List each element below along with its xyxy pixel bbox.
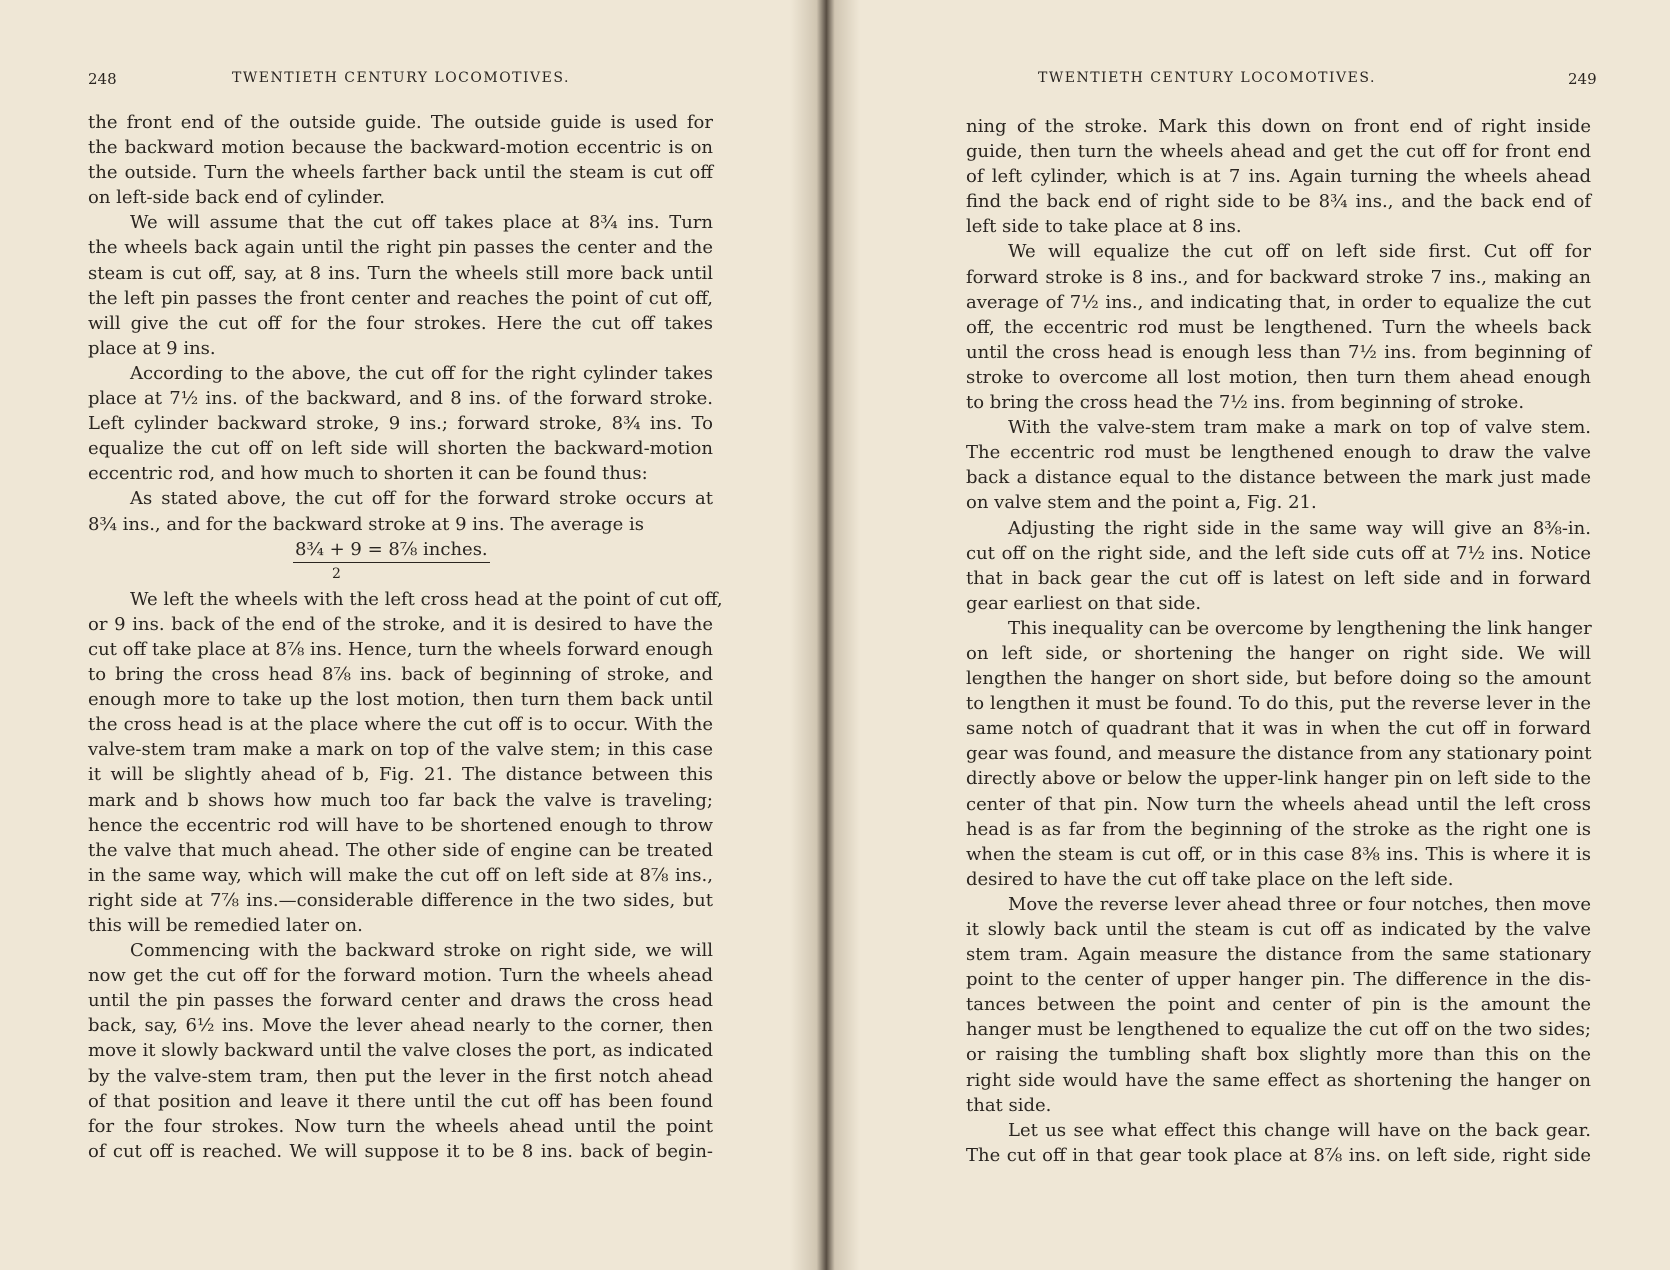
text-line: This inequality can be overcome by lengthening the link hanger (1008, 617, 1592, 639)
text-line: now get the cut off for the forward motion. Turn the wheels ahead (88, 965, 713, 987)
text-line: on valve stem and the point a, Fig. 21. (966, 492, 1317, 514)
text-line: will give the cut off for the four strokes. Here the cut off takes (88, 312, 713, 334)
text-line: back a distance equal to the distance between the mark just made (966, 467, 1591, 489)
text-line: tances between the point and center of pin is the amount the (966, 994, 1591, 1016)
text-line: valve-stem tram make a mark on top of the valve stem; in this case (88, 739, 713, 761)
text-line: of cut off is reached. We will suppose it to be 8 ins. back of begin- (88, 1140, 713, 1162)
text-line: head is as far from the beginning of the stroke as the right one is (966, 818, 1591, 840)
text-line: or 9 ins. back of the end of the stroke, and it is desired to have the (88, 613, 713, 635)
text-line: the cross head is at the place where the cut off is to occur. With the (88, 714, 713, 736)
text-line: forward stroke is 8 ins., and for backward stroke 7 ins., making an (966, 266, 1591, 288)
text-line: until the cross head is enough less than 7½ ins. from beginning of (966, 341, 1591, 363)
text-line: equalize the cut off on left side will shorten the backward-motion (88, 438, 713, 460)
text-line: the backward motion because the backward-motion eccentric is on (88, 137, 713, 159)
text-line: According to the above, the cut off for the right cylinder takes (130, 362, 713, 384)
text-line: for the four strokes. Now turn the wheels ahead until the point (88, 1115, 713, 1137)
text-line: Let us see what effect this change will have on the back gear. (1008, 1119, 1591, 1141)
text-line: gear was found, and measure the distance from any stationary point (966, 743, 1592, 765)
text-line: mark and b shows how much too far back the valve is traveling; (88, 789, 713, 811)
text-line: the front end of the outside guide. The outside guide is used for (88, 112, 713, 133)
text-line: Adjusting the right side in the same way will give an 8⅜-in. (1008, 517, 1591, 539)
text-line: the outside. Turn the wheels farther back until the steam is cut off (88, 162, 713, 184)
text-line: Left cylinder backward stroke, 9 ins.; forward stroke, 8¾ ins. To (88, 413, 713, 435)
text-line: or raising the tumbling shaft box slightly more than this on the (966, 1044, 1591, 1066)
text-line: that in back gear the cut off is latest on left side and in forward (966, 567, 1591, 589)
text-line: The cut off in that gear took place at 8⅞ ins. on left side, right side (966, 1144, 1591, 1166)
text-line: stem tram. Again measure the distance from the same stationary (966, 944, 1591, 966)
text-line: desired to have the cut off take place on the left side. (966, 868, 1454, 890)
text-line: when the steam is cut off, or in this case 8⅜ ins. This is where it is (966, 843, 1591, 865)
right-page-text (966, 114, 1591, 1168)
text-line: to bring the cross head 8⅞ ins. back of beginning of stroke, and (88, 664, 713, 686)
text-line: that side. (966, 1094, 1052, 1116)
left-page (0, 0, 833, 1270)
text-line: of left cylinder, which is at 7 ins. Again turning the wheels ahead (966, 166, 1591, 188)
text-line: the wheels back again until the right pin passes the center and the (88, 237, 713, 259)
text-line: on left side, or shortening the hanger on right side. We will (966, 642, 1591, 664)
text-line: right side at 7⅞ ins.—considerable difference in the two sides, but (88, 889, 713, 911)
formula-numerator: 8¾ + 9 = 8⅞ inches. (293, 539, 490, 563)
text-line: cut off on the right side, and the left side cuts off at 7½ ins. Notice (966, 542, 1591, 564)
text-line: on left-side back end of cylinder. (88, 187, 385, 209)
text-line: move it slowly backward until the valve closes the port, as indicated (88, 1040, 713, 1062)
text-line: enough more to take up the lost motion, then turn them back until (88, 689, 713, 711)
running-head: TWENTIETH CENTURY LOCOMOTIVES. (1038, 70, 1376, 86)
text-line: ning of the stroke. Mark this down on front end of right inside (966, 116, 1591, 137)
text-line: directly above or below the upper-link hanger pin on left side to the (966, 768, 1591, 790)
text-line: same notch of quadrant that it was in when the cut off in forward (966, 718, 1591, 740)
text-line: guide, then turn the wheels ahead and get the cut off for front end (966, 141, 1591, 163)
text-line: cut off take place at 8⅞ ins. Hence, turn the wheels forward enough (88, 638, 713, 660)
text-line: place at 9 ins. (88, 337, 216, 359)
text-line: in the same way, which will make the cut off on left side at 8⅞ ins., (88, 864, 713, 886)
text-line: Move the reverse lever ahead three or four notches, then move (1008, 893, 1591, 915)
text-line: to bring the cross head the 7½ ins. from beginning of stroke. (966, 392, 1525, 414)
text-line: point to the center of upper hanger pin. The difference in the dis- (966, 969, 1591, 991)
text-line: We will equalize the cut off on left side first. Cut off for (1008, 241, 1591, 263)
text-line: find the back end of right side to be 8¾ ins., and the back end of (966, 191, 1591, 213)
text-line: We left the wheels with the left cross head at the point of cut off, (130, 588, 723, 610)
text-line: We will assume that the cut off takes place at 8¾ ins. Turn (130, 212, 713, 234)
text-line: by the valve-stem tram, then put the lever in the first notch ahead (88, 1065, 713, 1087)
text-line: 8¾ ins., and for the backward stroke at 9 ins. The average is (88, 513, 645, 535)
formula-denominator: 2 (332, 565, 341, 582)
right-header (1568, 70, 1597, 88)
text-line: to lengthen it must be found. To do this, put the reverse lever in the (966, 693, 1591, 715)
text-line: gear earliest on that side. (966, 592, 1202, 614)
page-number: 249 (1568, 70, 1597, 88)
text-line: off, the eccentric rod must be lengthened. Turn the wheels back (966, 316, 1591, 338)
text-line: place at 7½ ins. of the backward, and 8 ins. of the forward stroke. (88, 388, 713, 410)
right-page (833, 0, 1670, 1270)
text-line: the left pin passes the front center and reaches the point of cut off, (88, 287, 713, 309)
text-line: it slowly back until the steam is cut off as indicated by the valve (966, 919, 1591, 940)
text-line: this will be remedied later on. (88, 915, 363, 936)
text-line: the valve that much ahead. The other side of engine can be treated (88, 839, 713, 861)
text-line: left side to take place at 8 ins. (966, 216, 1242, 238)
text-line: With the valve-stem tram make a mark on top of valve stem. (1008, 417, 1591, 439)
text-line: until the pin passes the forward center and draws the cross head (88, 990, 713, 1012)
text-line: The eccentric rod must be lengthened enough to draw the valve (966, 442, 1591, 464)
text-line: steam is cut off, say, at 8 ins. Turn the wheels still more back until (88, 262, 713, 284)
text-line: hence the eccentric rod will have to be shortened enough to throw (88, 814, 713, 836)
text-line: center of that pin. Now turn the wheels ahead until the left cross (966, 793, 1591, 815)
text-line: eccentric rod, and how much to shorten it can be found thus: (88, 463, 648, 485)
text-line: of that position and leave it there until the cut off has been found (88, 1090, 713, 1112)
left-header (88, 70, 117, 88)
text-line: right side would have the same effect as shortening the hanger on (966, 1069, 1591, 1091)
book-gutter (790, 0, 860, 1270)
text-line: it will be slightly ahead of b, Fig. 21. The distance between this (88, 764, 713, 786)
left-page-text (88, 110, 723, 1164)
text-line: stroke to overcome all lost motion, then turn them ahead enough (966, 366, 1591, 388)
running-head: TWENTIETH CENTURY LOCOMOTIVES. (232, 70, 570, 86)
average-formula (88, 537, 713, 562)
text-line: back, say, 6½ ins. Move the lever ahead nearly to the corner, then (88, 1015, 713, 1037)
text-line: hanger must be lengthened to equalize the cut off on the two sides; (966, 1019, 1591, 1041)
text-line: Commencing with the backward stroke on right side, we will (130, 940, 713, 962)
text-line: lengthen the hanger on short side, but before doing so the amount (966, 668, 1591, 690)
text-line: As stated above, the cut off for the forward stroke occurs at (130, 488, 713, 510)
page-number: 248 (88, 70, 117, 88)
text-line: average of 7½ ins., and indicating that, in order to equalize the cut (966, 291, 1591, 313)
